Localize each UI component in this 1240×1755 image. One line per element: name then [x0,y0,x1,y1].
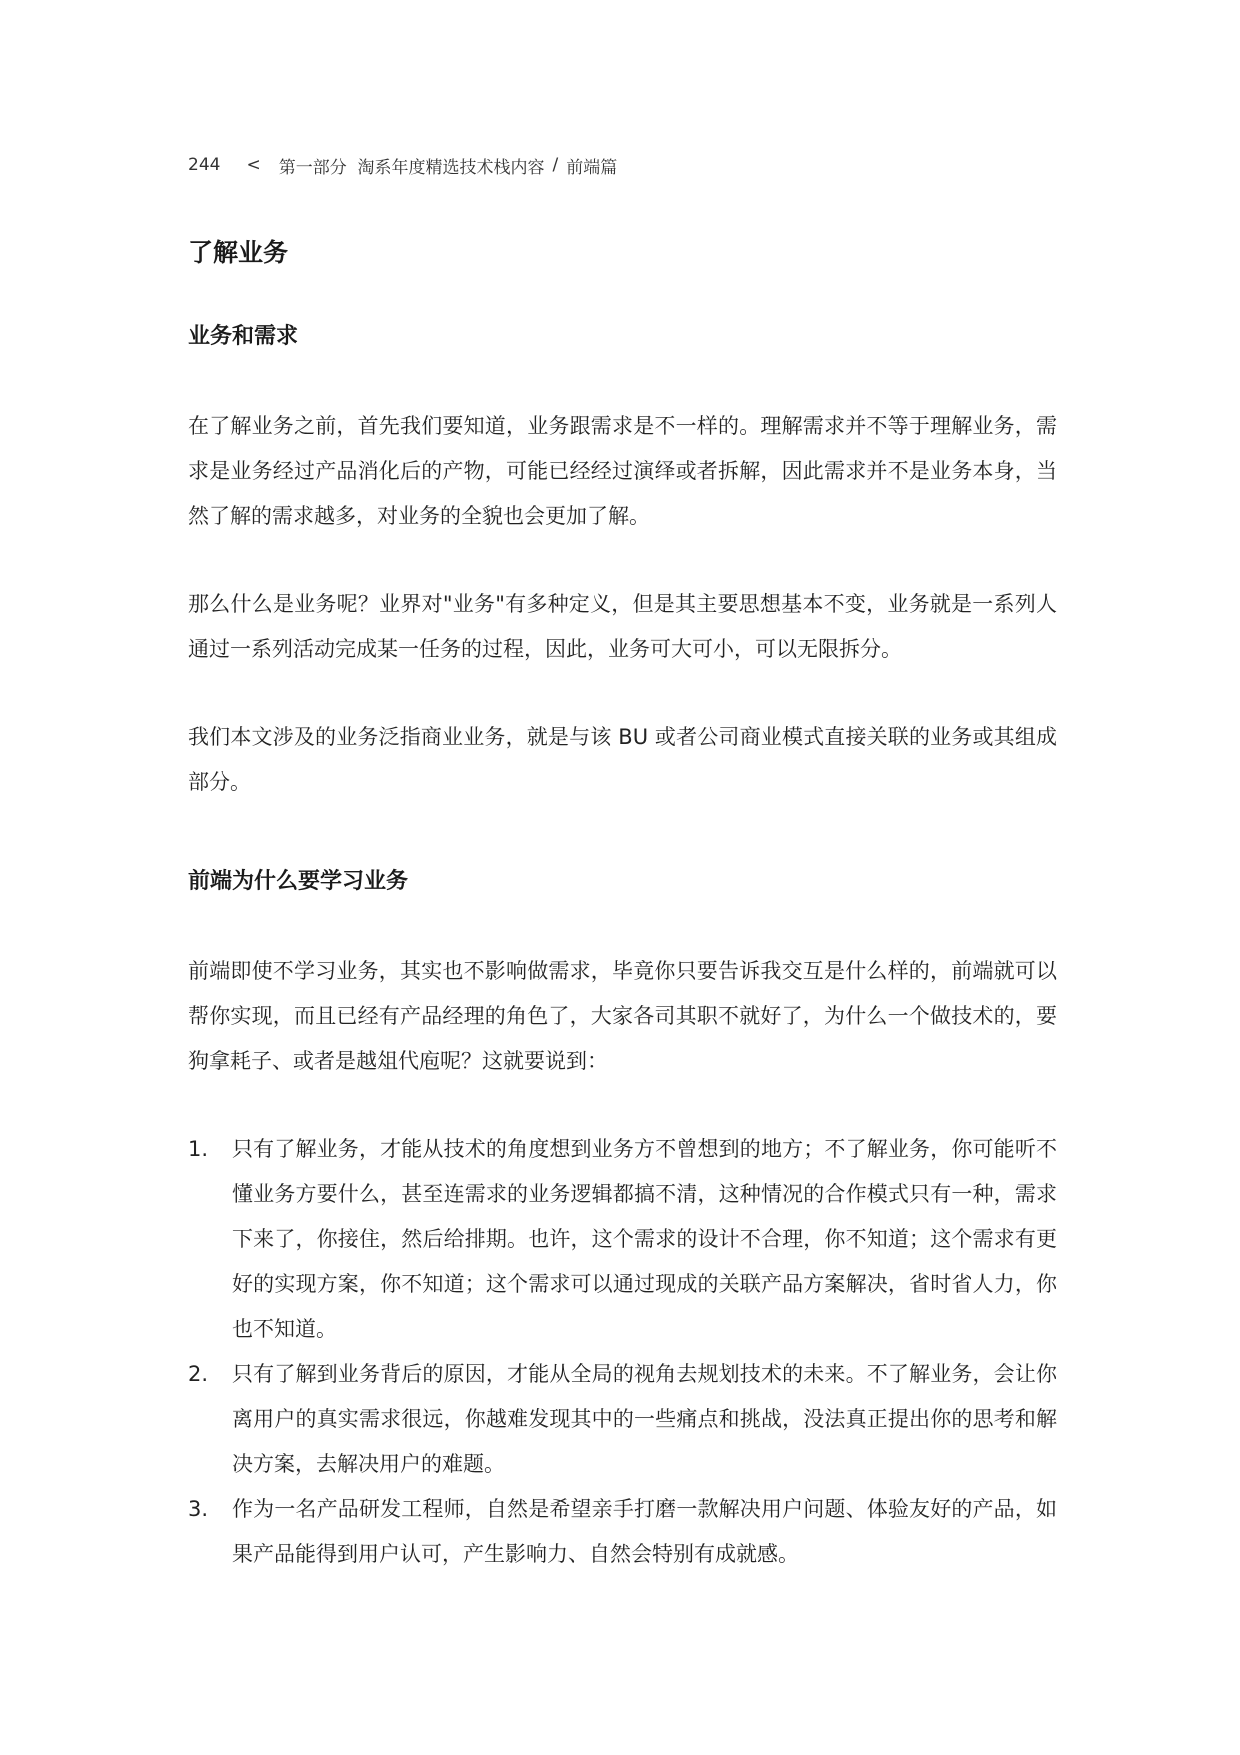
running-header [188,152,1057,178]
list-item [188,1127,1057,1352]
part-title: 第一部分 淘系年度精选技术栈内容 [278,157,545,178]
list-number: 1. [188,1137,209,1161]
section-title: 了解业务 [188,238,289,267]
list-text: 只有了解到业务背后的原因，才能从全局的视角去规划技术的未来。不了解业务，会让你离用户的真实需求很远，你越难发现其中的一些痛点和挑战，没法真正提出你的思考和解决方案，去解决用户的难题。 [232,1362,1057,1476]
subsection-title-business-and-requirements: 业务和需求 [188,324,299,349]
paragraph: 我们本文涉及的业务泛指商业业务，就是与该 BU 或者公司商业模式直接关联的业务或其组成部分。 [188,725,1057,794]
list-item [188,1487,1057,1577]
paragraph: 那么什么是业务呢？业界对"业务"有多种定义，但是其主要思想基本不变，业务就是一系列人通过一系列活动完成某一任务的过程，因此，业务可大可小，可以无限拆分。 [188,592,1057,661]
list-item [188,1352,1057,1487]
list-text: 只有了解业务，才能从技术的角度想到业务方不曾想到的地方；不了解业务，你可能听不懂业务方要什么，甚至连需求的业务逻辑都搞不清，这种情况的合作模式只有一种，需求下来了，你接住，然后给排期。也许，这个需求的设计不合理，你不知道；这个需求有更好的实现方案，你不知道；这个需求可以通过现成的关联产品方案解决，省时省人力，你也不知道。 [232,1137,1057,1341]
paragraph: 前端即使不学习业务，其实也不影响做需求，毕竟你只要告诉我交互是什么样的，前端就可以帮你实现，而且已经有产品经理的角色了，大家各司其职不就好了，为什么一个做技术的，要狗拿耗子、或者是越俎代庖呢？这就要说到： [188,959,1057,1073]
list-text: 作为一名产品研发工程师，自然是希望亲手打磨一款解决用户问题、体验友好的产品，如果产品能得到用户认可，产生影响力、自然会特别有成就感。 [232,1497,1057,1566]
header-separator: < [246,155,261,175]
header-slash: / [552,155,559,175]
list-number: 2. [188,1362,209,1386]
page-number: 244 [188,155,221,175]
list-number: 3. [188,1497,209,1521]
paragraph: 在了解业务之前，首先我们要知道，业务跟需求是不一样的。理解需求并不等于理解业务，需求是业务经过产品消化后的产物，可能已经经过演绎或者拆解，因此需求并不是业务本身，当然了解的需求越多，对业务的全貌也会更加了解。 [188,414,1057,528]
subsection-title-why-learn-business: 前端为什么要学习业务 [188,869,409,894]
reasons-list [188,1127,1057,1577]
chapter-title: 前端篇 [566,157,618,178]
